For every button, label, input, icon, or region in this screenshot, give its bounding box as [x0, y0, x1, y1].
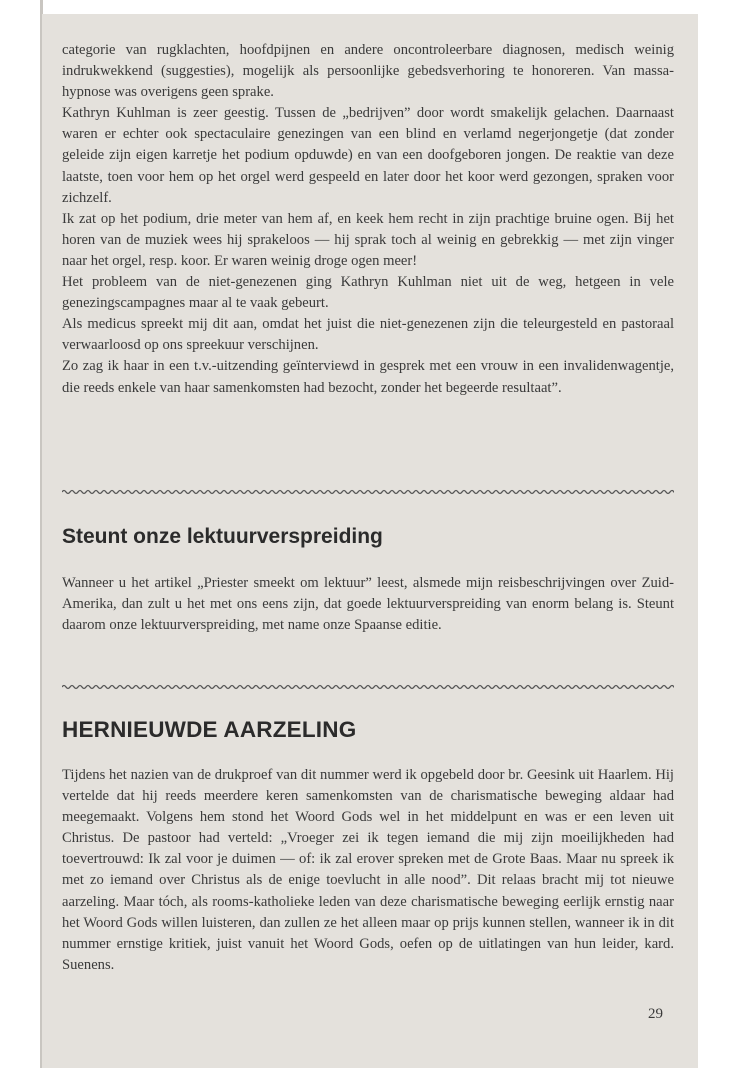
- section-title-aarzeling: HERNIEUWDE AARZELING: [62, 717, 357, 742]
- intro-paragraph-3: Ik zat op het podium, drie meter van hem af, en keek hem recht in zijn prachtige bruine ogen. Bij het horen van de muziek wees hij sprakeloos — hij sprak toch al weinig en gebrekkig — met zijn vinger naar het orgel, resp. koor. Er waren weinig droge ogen meer!: [62, 210, 674, 269]
- section2-paragraph: Tijdens het nazien van de drukproef van dit nummer werd ik opgebeld door br. Geesink uit Haarlem. Hij vertelde dat hij reeds meerdere keren samenkomsten van de charismatische beweging aldaar had meegemaakt. Volgens hem stond het Woord Gods wel in het middelpunt en was er een leven uit Christus. De pastoor had verteld: „Vroeger zei ik tegen iemand die mij zijn moeilijkheden had toevertrouwd: Ik zal voor je duimen — of: ik zal erover spreken met de Grote Baas. Maar nu spreek ik met zo iemand over Christus als de enige toevlucht in alle nood”. Dit relaas bracht mij tot nieuwe aarzeling. Maar tóch, als rooms-katholieke leden van deze charismatische beweging eerlijk ernstig naar het Woord Gods willen luisteren, dan zullen ze het alleen maar op prijs kunnen stellen, wanneer ik in dit nummer ernstige kritiek, juist vanuit het Woord Gods, oefen op de uitlatingen van hun leider, kard. Suenens.: [62, 767, 674, 973]
- intro-paragraph-6: Zo zag ik haar in een t.v.-uitzending geïnterviewd in gesprek met een vrouw in een invalidenwagentje, die reeds enkele van haar samenkomsten had bezocht, zonder het begeerde resultaat”.: [62, 358, 674, 396]
- intro-paragraph-2: Kathryn Kuhlman is zeer geestig. Tussen de „bedrijven” door wordt smakelijk gelachen. Daarnaast waren er echter ook spectaculaire genezingen van een blind en verlamd negerjongetje (dat zonder geleide zijn eigen karretje het podium opduwde) en van een doofgeboren jongen. De reaktie van deze laatste, toen voor hem op het orgel werd gespeeld en later door het koor werd gezongen, spraken voor zichzelf.: [62, 105, 674, 206]
- section-title-lektuur: Steunt onze lektuurverspreiding: [62, 525, 383, 548]
- wavy-divider-1: [62, 488, 674, 496]
- wavy-divider-2: [62, 683, 674, 691]
- section1-paragraph: Wanneer u het artikel „Priester smeekt om lektuur” leest, alsmede mijn reisbeschrijvingen over Zuid-Amerika, dan zult u het met ons eens zijn, dat goede lektuurverspreiding van enorm belang is. Steunt daarom onze lektuurverspreiding, met name onze Spaanse editie.: [62, 575, 674, 634]
- intro-paragraph-1: categorie van rugklachten, hoofdpijnen en andere oncontroleerbare diagnosen, medisch weinig indrukwekkend (suggesties), mogelijk als persoonlijke gebedsverhoring te honoreren. Van massa-hypnose was overigens geen sprake.: [62, 42, 674, 101]
- section2-text: [62, 765, 674, 976]
- intro-paragraph-4: Het probleem van de niet-genezenen ging Kathryn Kuhlman niet uit de weg, hetgeen in vele genezingscampagnes maar al te vaak gebeurt.: [62, 274, 674, 312]
- intro-paragraph-5: Als medicus spreekt mij dit aan, omdat het juist die niet-genezenen zijn die teleurgesteld en pastoraal verwaarloosd op ons spreekuur verschijnen.: [62, 316, 674, 354]
- section1-text: [62, 573, 674, 636]
- page-number: 29: [648, 1006, 663, 1022]
- intro-text: [62, 40, 674, 399]
